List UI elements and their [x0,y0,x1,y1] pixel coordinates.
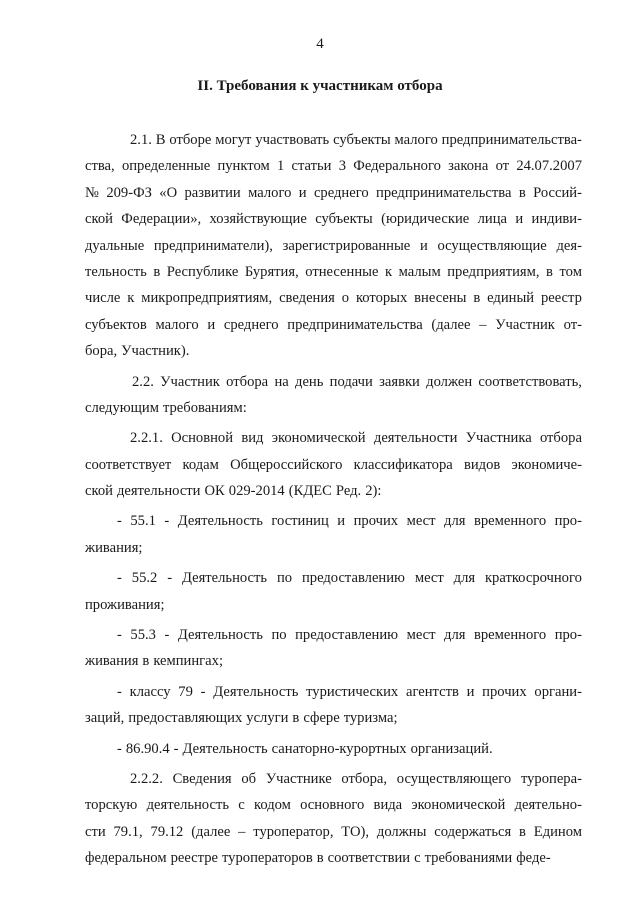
text-line [85,180,582,206]
word: органи- [534,683,582,700]
word: бора, [85,343,118,360]
word: 2.2.2. [130,770,163,787]
page-number: 4 [316,36,324,52]
word: временного [473,513,547,530]
section-title: II. Требования к участникам отбора [197,78,443,94]
word: сти [85,823,106,840]
word: по [271,627,287,644]
word: зарегистрированные [282,237,411,254]
word: 55.2 [131,570,158,587]
word: мест [406,513,436,530]
word: видов [463,456,501,473]
word: деятельность [146,797,229,814]
word: и [515,211,524,228]
word: Участнике [265,770,332,787]
word: 79.1, [113,823,143,840]
word: среднего [223,316,279,333]
word: санаторно-курортных [271,740,407,757]
word: (юридические [381,211,470,228]
word: Россий- [533,184,582,201]
word: организаций. [410,740,493,757]
word: Деятельность [213,683,299,700]
text-line [85,338,582,364]
word: единый [487,290,535,307]
word: отбора, [341,770,388,787]
text-line [85,705,582,731]
word: осуществляющего [396,770,512,787]
word: ской [85,211,113,228]
word: живания [85,653,139,670]
text-line [85,592,582,618]
word: № [85,184,99,201]
word: туристических [306,683,399,700]
text-line [85,153,582,179]
text-line [85,648,582,674]
word: и [298,184,307,201]
word: в [316,850,324,867]
word: 3 [338,158,347,175]
word: прочих [482,683,527,700]
word: Участник [160,373,220,390]
word: об [241,770,257,787]
text-line [85,395,582,421]
word: 2): [365,483,382,500]
word: Деятельность [181,570,268,587]
word: - [117,683,122,700]
word: туропера- [520,770,582,787]
word: Деятельность [177,513,263,530]
word: развитии [184,184,241,201]
word: гостиниц [271,513,329,530]
word: 2.2. [132,373,154,390]
paragraph-p2-2 [85,369,582,422]
word: хозяйствующие [209,211,307,228]
word: сведения [279,290,335,307]
word: временного [473,627,547,644]
word: про- [554,513,582,530]
word: живания; [85,539,143,556]
word: туроператоров [222,850,313,867]
word: Федерального [353,158,441,175]
word: к [384,263,393,280]
word: Республике [166,263,239,280]
text-line [85,622,582,648]
text-line [85,565,582,591]
paragraph-p2-1 [85,127,582,365]
word: реестр [540,290,582,307]
word: деятельности [373,430,458,447]
text-line [85,736,582,762]
word: ТО), [341,823,370,840]
word: предпринимательства [376,184,512,201]
word: подачи [329,373,373,390]
document-body [85,127,582,872]
text-line [85,452,582,478]
word: следующим [85,399,159,416]
word: отборе [169,132,212,148]
word: от- [563,316,582,333]
word: - [117,627,122,644]
text-line [85,127,582,153]
word: деятельно- [514,797,582,814]
word: Ред. [335,483,362,500]
word: ской [85,483,113,500]
word: предоставляющих [128,710,243,727]
word: 2.2.1. [130,430,163,447]
text-line [85,259,582,285]
paragraph-item-55-2 [85,565,582,618]
word: в [473,290,481,307]
word: от [495,158,510,175]
word: Деятельность [182,740,268,757]
word: вида [373,797,403,814]
word: для [444,627,466,644]
word: - [173,740,179,757]
word: - [117,570,122,587]
word: - [167,570,173,587]
word: соответствовать, [478,373,582,390]
word: услуги [246,710,289,727]
word: 55.3 [130,627,156,644]
word: могут [215,132,252,148]
word: феде- [516,850,551,867]
word: – [479,316,487,333]
word: классификатора [353,456,453,473]
word: 2.1. [130,132,152,148]
word: предпринимательства [287,316,423,333]
word: предприятиям, [447,263,540,280]
word: - [164,513,170,530]
word: - [117,513,122,530]
word: - [117,740,122,757]
word: краткосрочного [484,570,582,587]
word: Общероссийского [230,456,343,473]
word: о [341,290,350,307]
word: туризма; [343,710,398,727]
word: субъектов [85,316,147,333]
word: которых [355,290,408,307]
word: соответствует [85,456,172,473]
word: Бурятия, [244,263,299,280]
word: кемпингах; [153,653,223,670]
word: 24.07.2007 [516,158,582,175]
word: должны [376,823,427,840]
word: предприниматели), [153,237,273,254]
word: кодам [182,456,219,473]
word: отбора [226,373,269,390]
word: заявки [379,373,420,390]
text-line [85,766,582,792]
paragraph-item-55-3 [85,622,582,675]
word: экономиче- [511,456,582,473]
word: для [453,570,476,587]
word: В [155,132,166,148]
word: в [142,653,150,670]
word: на [274,373,289,390]
word: в [292,710,300,727]
word: в [546,263,553,280]
word: реестре [170,850,218,867]
text-line [85,369,582,395]
word: экономической [411,797,506,814]
word: прочих [353,513,399,530]
word: заций, [85,710,125,727]
paragraph-p2-2-2 [85,766,582,872]
word: дея- [556,237,582,254]
text-line [85,819,582,845]
word: тельность [85,263,147,280]
word: (далее [431,316,471,333]
word: кодом [253,797,291,814]
text-line [85,233,582,259]
paragraph-item-79 [85,679,582,732]
text-line [85,478,582,504]
word: должен [426,373,473,390]
word: 1 [276,158,285,175]
text-line [85,425,582,451]
word: деятельности [116,483,201,500]
word: Едином [533,823,582,840]
word: «О [159,184,178,201]
word: Деятельность [177,627,263,644]
word: день [295,373,324,390]
word: требованиями [424,850,513,867]
word: экономической [271,430,366,447]
word: с [414,850,421,867]
word: в [153,263,161,280]
word: туроператор, [253,823,334,840]
word: 79 [178,683,193,700]
word: 209-ФЗ [106,184,152,201]
word: Сведения [172,770,232,787]
word: ОК [204,483,225,500]
word: (далее [191,823,231,840]
word: классу [129,683,171,700]
word: микропредприятиям, [141,290,273,307]
text-line [85,508,582,534]
word: для [444,513,466,530]
word: к [127,290,135,307]
word: федеральном [85,850,167,867]
paragraph-item-55-1 [85,508,582,561]
word: требованиям: [162,399,247,416]
word: мест [414,570,444,587]
word: малого [394,132,438,148]
text-line [85,535,582,561]
word: по [276,570,293,587]
text-line [85,285,582,311]
word: отбора [539,430,582,447]
word: торскую [85,797,138,814]
word: проживания; [85,596,165,613]
word: 029-2014 [228,483,285,500]
word: - [164,627,170,644]
paragraph-item-86-90-4 [85,736,582,762]
text-line [85,312,582,338]
word: про- [554,627,582,644]
text-line [85,679,582,705]
word: в [519,823,526,840]
word: Участник). [121,343,190,360]
word: соответствии [327,850,411,867]
word: содержаться [434,823,512,840]
word: предпринимательства- [441,132,582,148]
word: определенные [121,158,211,175]
word: Федерации», [121,211,202,228]
word: в [518,184,526,201]
text-line [85,206,582,232]
word: пунктом [217,158,270,175]
word: основного [300,797,365,814]
word: статьи [291,158,332,175]
word: Основной [171,430,234,447]
word: 79.12 [150,823,184,840]
word: малого [155,316,199,333]
word: внесены [414,290,467,307]
word: отнесенные [305,263,379,280]
word: закона [448,158,489,175]
word: Участник [495,316,555,333]
word: дуальные [85,237,145,254]
text-line [85,845,582,871]
word: лица [477,211,507,228]
paragraph-p2-2-1 [85,425,582,504]
word: - [200,683,206,700]
word: субъекты [333,132,391,148]
word: мест [406,627,436,644]
word: вид [241,430,264,447]
word: малым [398,263,441,280]
word: предоставлению [301,570,405,587]
word: и [207,316,216,333]
word: 55.1 [130,513,156,530]
word: и [337,513,346,530]
word: том [559,263,582,280]
word: ства, [85,158,115,175]
word: субъекты [315,211,373,228]
word: среднего [313,184,369,201]
word: и [466,683,475,700]
word: агентств [405,683,459,700]
word: Участника [465,430,532,447]
word: 86.90.4 [125,740,170,757]
text-line [85,792,582,818]
word: участвовать [255,132,330,148]
word: сфере [303,710,340,727]
word: (КДЕС [288,483,332,500]
word: и [419,237,428,254]
word: малого [248,184,292,201]
word: с [238,797,245,814]
word: осуществляющие [437,237,547,254]
word: индиви- [531,211,582,228]
word: предоставлению [295,627,399,644]
word: числе [85,290,121,307]
word: – [238,823,246,840]
